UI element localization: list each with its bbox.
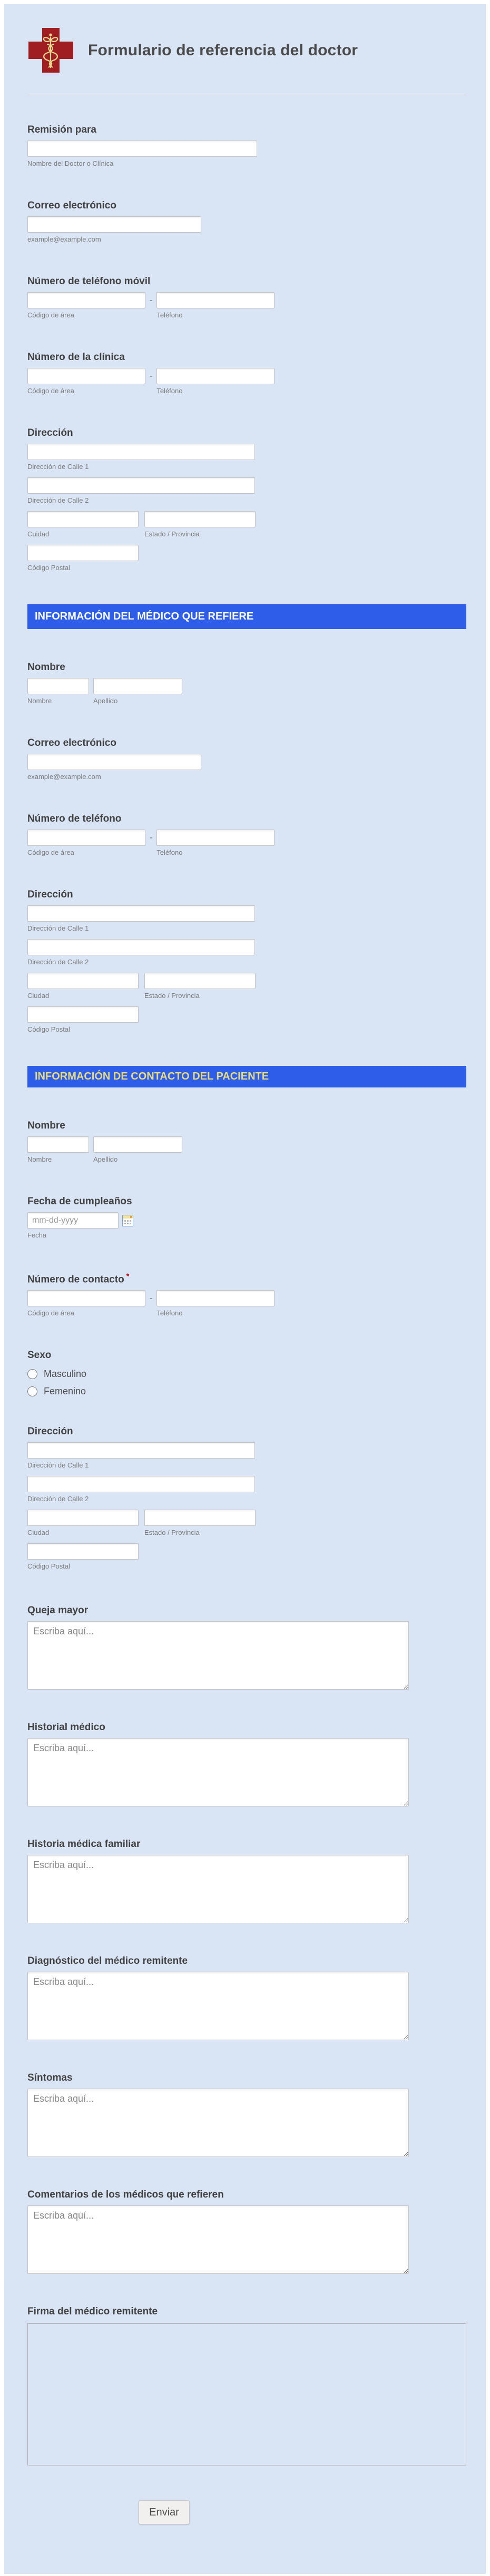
signature-label: Firma del médico remitente bbox=[27, 2306, 158, 2318]
field-mobile-phone bbox=[27, 276, 466, 319]
field-email-main bbox=[27, 200, 466, 243]
address-main-state-sublabel: Estado / Provincia bbox=[144, 530, 200, 538]
contact-number-label bbox=[27, 1272, 466, 1285]
physician-email-sublabel: example@example.com bbox=[27, 773, 101, 781]
medical-history-label: Historial médico bbox=[27, 1722, 105, 1733]
physician-street2-sublabel: Dirección de Calle 2 bbox=[27, 958, 89, 966]
address-main-zip-input[interactable] bbox=[27, 545, 139, 561]
form-title: Formulario de referencia del doctor bbox=[88, 41, 358, 59]
physician-city-sublabel: Ciudad bbox=[27, 992, 50, 1000]
patient-street2-sublabel: Dirección de Calle 2 bbox=[27, 1495, 89, 1503]
mobile-area-code-input[interactable] bbox=[27, 292, 145, 308]
clinic-phone-input[interactable] bbox=[156, 368, 275, 384]
phone-separator: - bbox=[150, 371, 153, 381]
clinic-area-code-sublabel: Código de área bbox=[27, 387, 74, 395]
physician-email-label: Correo electrónico bbox=[27, 737, 116, 748]
patient-first-name-input[interactable] bbox=[27, 1136, 89, 1153]
field-family-medical-history bbox=[27, 1839, 466, 1926]
contact-phone-sublabel: Teléfono bbox=[156, 1309, 183, 1317]
birth-date-label: Fecha de cumpleaños bbox=[27, 1196, 132, 1207]
physician-first-name-sublabel: Nombre bbox=[27, 697, 52, 705]
sex-option-femenino[interactable] bbox=[27, 1386, 466, 1397]
clinic-area-code-input[interactable] bbox=[27, 368, 145, 384]
physician-last-name-input[interactable] bbox=[93, 678, 182, 694]
patient-street1-sublabel: Dirección de Calle 1 bbox=[27, 1461, 89, 1470]
address-main-street1-sublabel: Dirección de Calle 1 bbox=[27, 463, 89, 471]
field-physician-email bbox=[27, 737, 466, 781]
patient-zip-sublabel: Código Postal bbox=[27, 1562, 70, 1571]
mobile-area-code-sublabel: Código de área bbox=[27, 311, 74, 319]
field-patient-name bbox=[27, 1120, 466, 1163]
address-main-zip-sublabel: Código Postal bbox=[27, 564, 70, 572]
physician-address-label: Dirección bbox=[27, 889, 73, 900]
field-contact-number bbox=[27, 1272, 466, 1317]
referring-comments-label: Comentarios de los médicos que refieren bbox=[27, 2189, 224, 2201]
birth-date-sublabel: Fecha bbox=[27, 1231, 47, 1239]
clinic-phone-sublabel: Teléfono bbox=[156, 387, 183, 395]
physician-name-label: Nombre bbox=[27, 662, 65, 673]
physician-street1-input[interactable] bbox=[27, 905, 255, 922]
referring-diagnosis-label: Diagnóstico del médico remitente bbox=[27, 1955, 188, 1967]
address-main-city-sublabel: Cuidad bbox=[27, 530, 50, 538]
patient-last-name-sublabel: Apellido bbox=[93, 1155, 118, 1163]
physician-area-code-input[interactable] bbox=[27, 830, 145, 846]
section-header-referring-physician: INFORMACIÓN DEL MÉDICO QUE REFIERE bbox=[27, 604, 466, 629]
patient-address-label: Dirección bbox=[27, 1426, 73, 1437]
family-medical-history-label: Historia médica familiar bbox=[27, 1839, 141, 1850]
field-patient-address bbox=[27, 1426, 466, 1570]
patient-city-sublabel: Ciudad bbox=[27, 1529, 50, 1537]
email-main-sublabel: example@example.com bbox=[27, 235, 101, 243]
doctor-referral-form bbox=[4, 4, 486, 2574]
patient-last-name-input[interactable] bbox=[93, 1136, 182, 1153]
required-asterisk: * bbox=[126, 1272, 130, 1280]
field-address-main bbox=[27, 427, 466, 572]
sex-option-masculino-label: Masculino bbox=[44, 1369, 87, 1380]
medical-cross-caduceus-icon bbox=[28, 28, 73, 73]
email-main-label: Correo electrónico bbox=[27, 200, 116, 211]
field-clinic-phone bbox=[27, 352, 466, 395]
patient-state-sublabel: Estado / Provincia bbox=[144, 1529, 200, 1537]
field-physician-name bbox=[27, 662, 466, 705]
address-main-street2-sublabel: Dirección de Calle 2 bbox=[27, 496, 89, 504]
referring-diagnosis-textarea[interactable] bbox=[27, 1972, 409, 2040]
field-birth-date bbox=[27, 1196, 466, 1239]
patient-name-label: Nombre bbox=[27, 1120, 65, 1131]
address-main-state-input[interactable] bbox=[144, 511, 256, 527]
contact-area-code-input[interactable] bbox=[27, 1290, 145, 1306]
referring-comments-textarea[interactable] bbox=[27, 2205, 409, 2274]
patient-first-name-sublabel: Nombre bbox=[27, 1155, 52, 1163]
phone-separator: - bbox=[150, 1293, 153, 1303]
contact-phone-input[interactable] bbox=[156, 1290, 275, 1306]
symptoms-textarea[interactable] bbox=[27, 2089, 409, 2157]
sex-label: Sexo bbox=[27, 1350, 52, 1361]
patient-zip-input[interactable] bbox=[27, 1543, 139, 1560]
physician-city-input[interactable] bbox=[27, 973, 139, 989]
field-medical-history bbox=[27, 1722, 466, 1809]
field-referral-to bbox=[27, 124, 466, 167]
phone-separator: - bbox=[150, 833, 153, 842]
patient-street2-input[interactable] bbox=[27, 1476, 255, 1492]
mobile-phone-label: Número de teléfono móvil bbox=[27, 276, 151, 287]
signature-pad[interactable] bbox=[27, 2323, 466, 2465]
family-medical-history-textarea[interactable] bbox=[27, 1855, 409, 1923]
field-signature bbox=[27, 2306, 466, 2465]
referral-to-label: Remisión para bbox=[27, 124, 96, 135]
physician-zip-sublabel: Código Postal bbox=[27, 1025, 70, 1033]
field-referring-diagnosis bbox=[27, 1955, 466, 2043]
physician-state-sublabel: Estado / Provincia bbox=[144, 992, 200, 1000]
calendar-picker-button[interactable] bbox=[122, 1215, 133, 1226]
address-main-street1-input[interactable] bbox=[27, 444, 255, 460]
field-symptoms bbox=[27, 2072, 466, 2160]
mobile-phone-sublabel: Teléfono bbox=[156, 311, 183, 319]
address-main-street2-input[interactable] bbox=[27, 477, 255, 494]
medical-history-textarea[interactable] bbox=[27, 1738, 409, 1806]
physician-street1-sublabel: Dirección de Calle 1 bbox=[27, 924, 89, 932]
address-main-city-input[interactable] bbox=[27, 511, 139, 527]
chief-complaint-label: Queja mayor bbox=[27, 1605, 89, 1616]
physician-phone-sublabel: Teléfono bbox=[156, 848, 183, 856]
field-referring-comments bbox=[27, 2189, 466, 2277]
calendar-icon bbox=[122, 1215, 133, 1226]
physician-first-name-input[interactable] bbox=[27, 678, 89, 694]
field-sex bbox=[27, 1350, 466, 1397]
physician-area-code-sublabel: Código de área bbox=[27, 848, 74, 856]
patient-city-input[interactable] bbox=[27, 1510, 139, 1526]
field-chief-complaint bbox=[27, 1605, 466, 1692]
form-header bbox=[27, 4, 466, 73]
chief-complaint-textarea[interactable] bbox=[27, 1621, 409, 1690]
physician-last-name-sublabel: Apellido bbox=[93, 697, 118, 705]
contact-area-code-sublabel: Código de área bbox=[27, 1309, 74, 1317]
patient-state-input[interactable] bbox=[144, 1510, 256, 1526]
physician-street2-input[interactable] bbox=[27, 939, 255, 955]
mobile-phone-input[interactable] bbox=[156, 292, 275, 308]
phone-separator: - bbox=[150, 295, 153, 305]
contact-number-label-text: Número de contacto bbox=[27, 1274, 124, 1285]
referral-to-sublabel: Nombre del Doctor o Clínica bbox=[27, 159, 114, 167]
physician-phone-label: Número de teléfono bbox=[27, 813, 122, 824]
physician-email-input[interactable] bbox=[27, 754, 201, 770]
physician-zip-input[interactable] bbox=[27, 1006, 139, 1023]
sex-option-masculino[interactable] bbox=[27, 1369, 466, 1380]
submit-button[interactable]: Enviar bbox=[139, 2500, 190, 2524]
patient-street1-input[interactable] bbox=[27, 1442, 255, 1459]
physician-state-input[interactable] bbox=[144, 973, 256, 989]
email-main-input[interactable] bbox=[27, 216, 201, 233]
field-physician-phone bbox=[27, 813, 466, 856]
radio-icon[interactable] bbox=[27, 1369, 37, 1379]
symptoms-label: Síntomas bbox=[27, 2072, 73, 2084]
sex-option-femenino-label: Femenino bbox=[44, 1386, 86, 1397]
field-physician-address bbox=[27, 889, 466, 1033]
radio-icon[interactable] bbox=[27, 1386, 37, 1396]
clinic-phone-label: Número de la clínica bbox=[27, 352, 125, 363]
physician-phone-input[interactable] bbox=[156, 830, 275, 846]
address-main-label: Dirección bbox=[27, 427, 73, 438]
section-header-patient-contact: INFORMACIÓN DE CONTACTO DEL PACIENTE bbox=[27, 1066, 466, 1087]
birth-date-input[interactable] bbox=[27, 1212, 119, 1229]
referral-to-input[interactable] bbox=[27, 141, 257, 157]
